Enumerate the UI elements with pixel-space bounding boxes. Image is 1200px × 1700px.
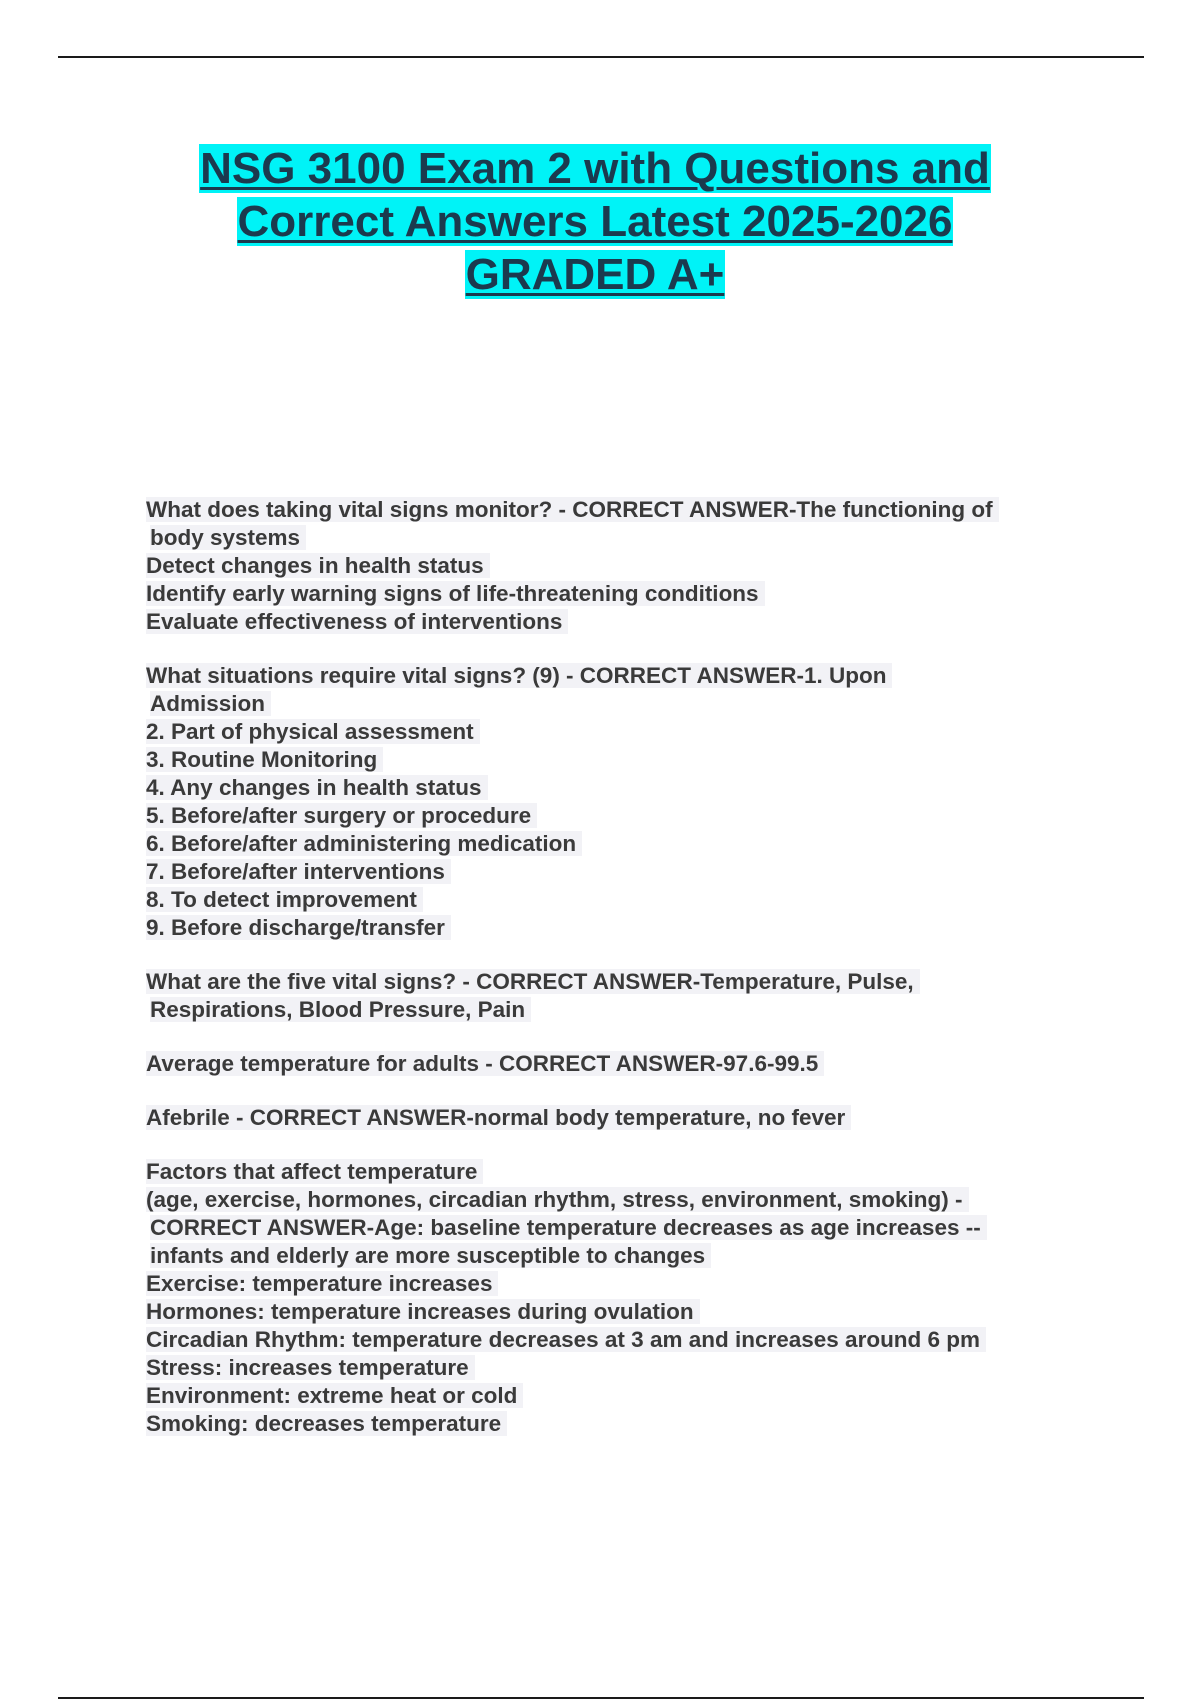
qa-answer-line: Respirations, Blood Pressure, Pain [150,997,531,1022]
qa-item [146,1104,1086,1132]
qa-item [146,496,1086,636]
qa-answer-line: Stress: increases temperature [146,1355,475,1380]
top-rule [58,56,1144,58]
qa-answer-line: 7. Before/after interventions [146,859,451,884]
qa-item [146,1158,1086,1438]
qa-question-line: What situations require vital signs? (9) - CORRECT ANSWER-1. Upon [146,663,892,688]
title-line: GRADED A+ [465,250,725,299]
qa-question-line: (age, exercise, hormones, circadian rhythm, stress, environment, smoking) - [146,1187,969,1212]
document-title [120,142,1070,301]
title-line: Correct Answers Latest 2025-2026 [237,197,953,246]
qa-answer-line: body systems [150,525,306,550]
qa-answer-line: Circadian Rhythm: temperature decreases at 3 am and increases around 6 pm [146,1327,986,1352]
qa-list [146,496,1086,1464]
qa-question-line: Average temperature for adults - CORRECT ANSWER-97.6-99.5 [146,1051,824,1076]
qa-answer-line: 3. Routine Monitoring [146,747,383,772]
qa-question-line: What does taking vital signs monitor? - CORRECT ANSWER-The functioning of [146,497,999,522]
qa-answer-line: Detect changes in health status [146,553,490,578]
qa-answer-line: Evaluate effectiveness of interventions [146,609,568,634]
qa-answer-line: 8. To detect improvement [146,887,423,912]
title-line: NSG 3100 Exam 2 with Questions and [200,144,990,193]
qa-answer-line: 4. Any changes in health status [146,775,488,800]
bottom-rule [58,1697,1144,1699]
qa-answer-line: 6. Before/after administering medication [146,831,582,856]
qa-answer-line: Smoking: decreases temperature [146,1411,507,1436]
qa-answer-line: 9. Before discharge/transfer [146,915,451,940]
qa-answer-line: Admission [150,691,271,716]
qa-answer-line: Identify early warning signs of life-threatening conditions [146,581,765,606]
qa-item [146,968,1086,1024]
qa-question-line: What are the five vital signs? - CORRECT ANSWER-Temperature, Pulse, [146,969,920,994]
qa-answer-line: infants and elderly are more susceptible to changes [150,1243,711,1268]
qa-answer-line: 2. Part of physical assessment [146,719,480,744]
qa-answer-line: 5. Before/after surgery or procedure [146,803,537,828]
qa-question-line: Factors that affect temperature [146,1159,483,1184]
qa-answer-line: Exercise: temperature increases [146,1271,498,1296]
qa-item [146,662,1086,942]
qa-question-line: Afebrile - CORRECT ANSWER-normal body temperature, no fever [146,1105,851,1130]
qa-answer-line: CORRECT ANSWER-Age: baseline temperature decreases as age increases -- [150,1215,987,1240]
qa-answer-line: Hormones: temperature increases during ovulation [146,1299,700,1324]
qa-item [146,1050,1086,1078]
qa-answer-line: Environment: extreme heat or cold [146,1383,523,1408]
